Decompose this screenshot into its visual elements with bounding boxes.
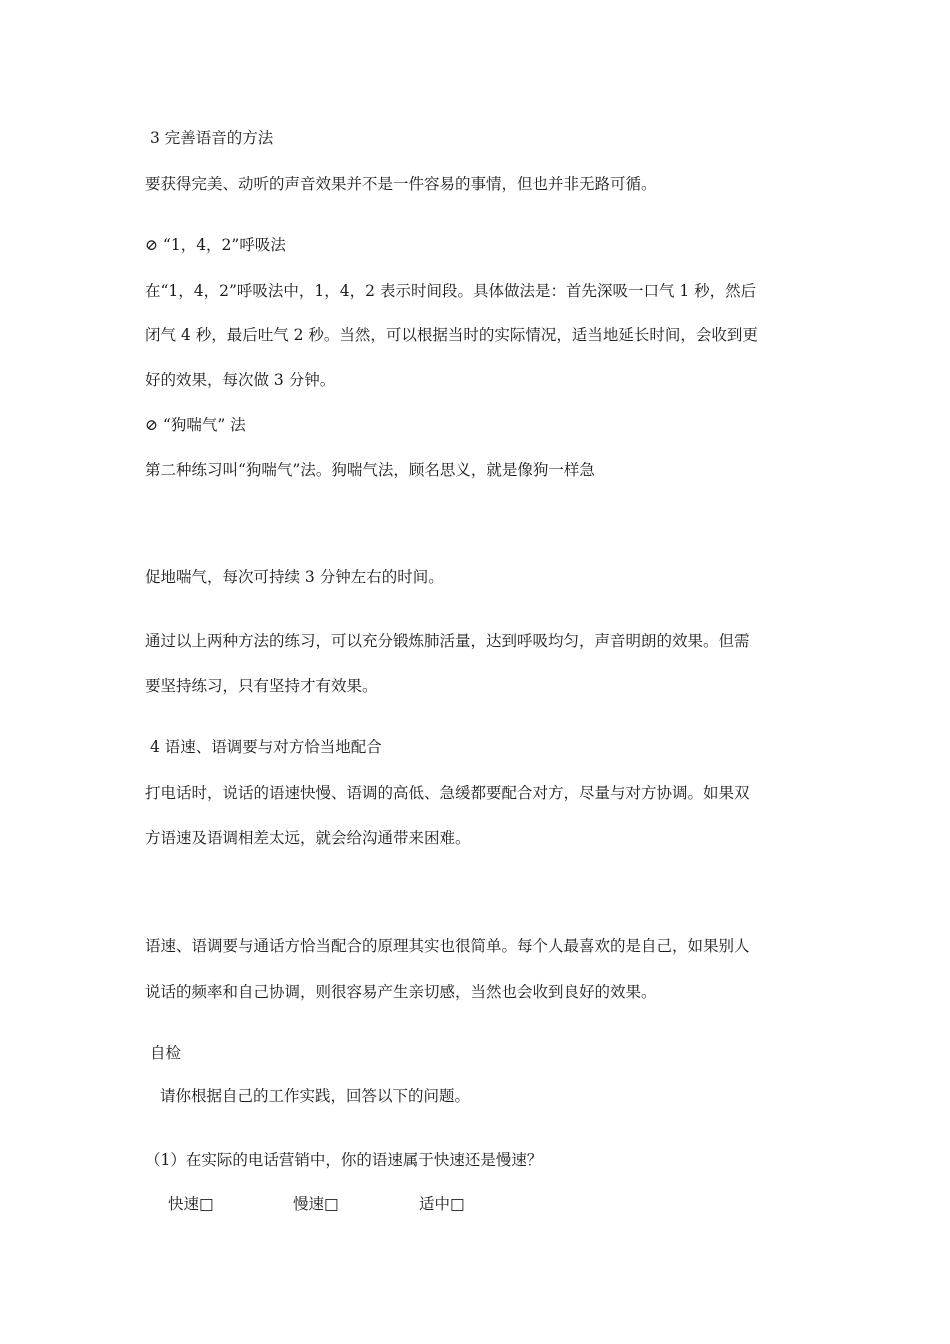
- section-3-heading: 3 完善语音的方法: [150, 129, 274, 147]
- question-1: （1）在实际的电话营销中，你的语速属于快速还是慢速？: [145, 1151, 543, 1169]
- self-check-title: 自检: [150, 1044, 182, 1062]
- section-4-para-2-line-2: 说话的频率和自己协调，则很容易产生亲切感，当然也会收到良好的效果。: [145, 983, 657, 1001]
- option-moderate[interactable]: 适中□: [419, 1195, 465, 1213]
- summary-line-1: 通过以上两种方法的练习，可以充分锻炼肺活量，达到呼吸均匀，声音明朗的效果。但需: [145, 632, 750, 650]
- option-slow[interactable]: 慢速□: [293, 1195, 339, 1213]
- summary-line-2: 要坚持练习，只有坚持才有效果。: [145, 677, 378, 695]
- method-2-line-1: 第二种练习叫“狗喘气”法。狗喘气法，顾名思义，就是像狗一样急: [145, 461, 595, 479]
- option-fast[interactable]: 快速□: [168, 1195, 214, 1213]
- method-1-line-2: 闭气 4 秒，最后吐气 2 秒。当然，可以根据当时的实际情况，适当地延长时间，会收到更: [145, 326, 758, 344]
- section-4-para-1-line-1: 打电话时，说话的语速快慢、语调的高低、急缓都要配合对方，尽量与对方协调。如果双: [145, 784, 750, 802]
- section-4-heading: 4 语速、语调要与对方恰当地配合: [150, 738, 382, 756]
- method-1-title: ⊘ “1，4，2”呼吸法: [145, 236, 286, 254]
- section-4-para-1-line-2: 方语速及语调相差太远，就会给沟通带来困难。: [145, 829, 471, 847]
- method-2-title: ⊘ “狗喘气” 法: [145, 416, 246, 434]
- section-4-para-2-line-1: 语速、语调要与通话方恰当配合的原理其实也很简单。每个人最喜欢的是自己，如果别人: [145, 937, 750, 955]
- method-2-line-2: 促地喘气，每次可持续 3 分钟左右的时间。: [145, 568, 444, 586]
- self-check-instruction: 请你根据自己的工作实践，回答以下的问题。: [160, 1087, 471, 1105]
- method-1-line-1: 在“1，4，2”呼吸法中，1，4，2 表示时间段。具体做法是：首先深吸一口气 1 秒，然后: [145, 282, 757, 300]
- method-1-line-3: 好的效果，每次做 3 分钟。: [145, 371, 336, 389]
- section-3-intro: 要获得完美、动听的声音效果并不是一件容易的事情，但也并非无路可循。: [145, 175, 657, 193]
